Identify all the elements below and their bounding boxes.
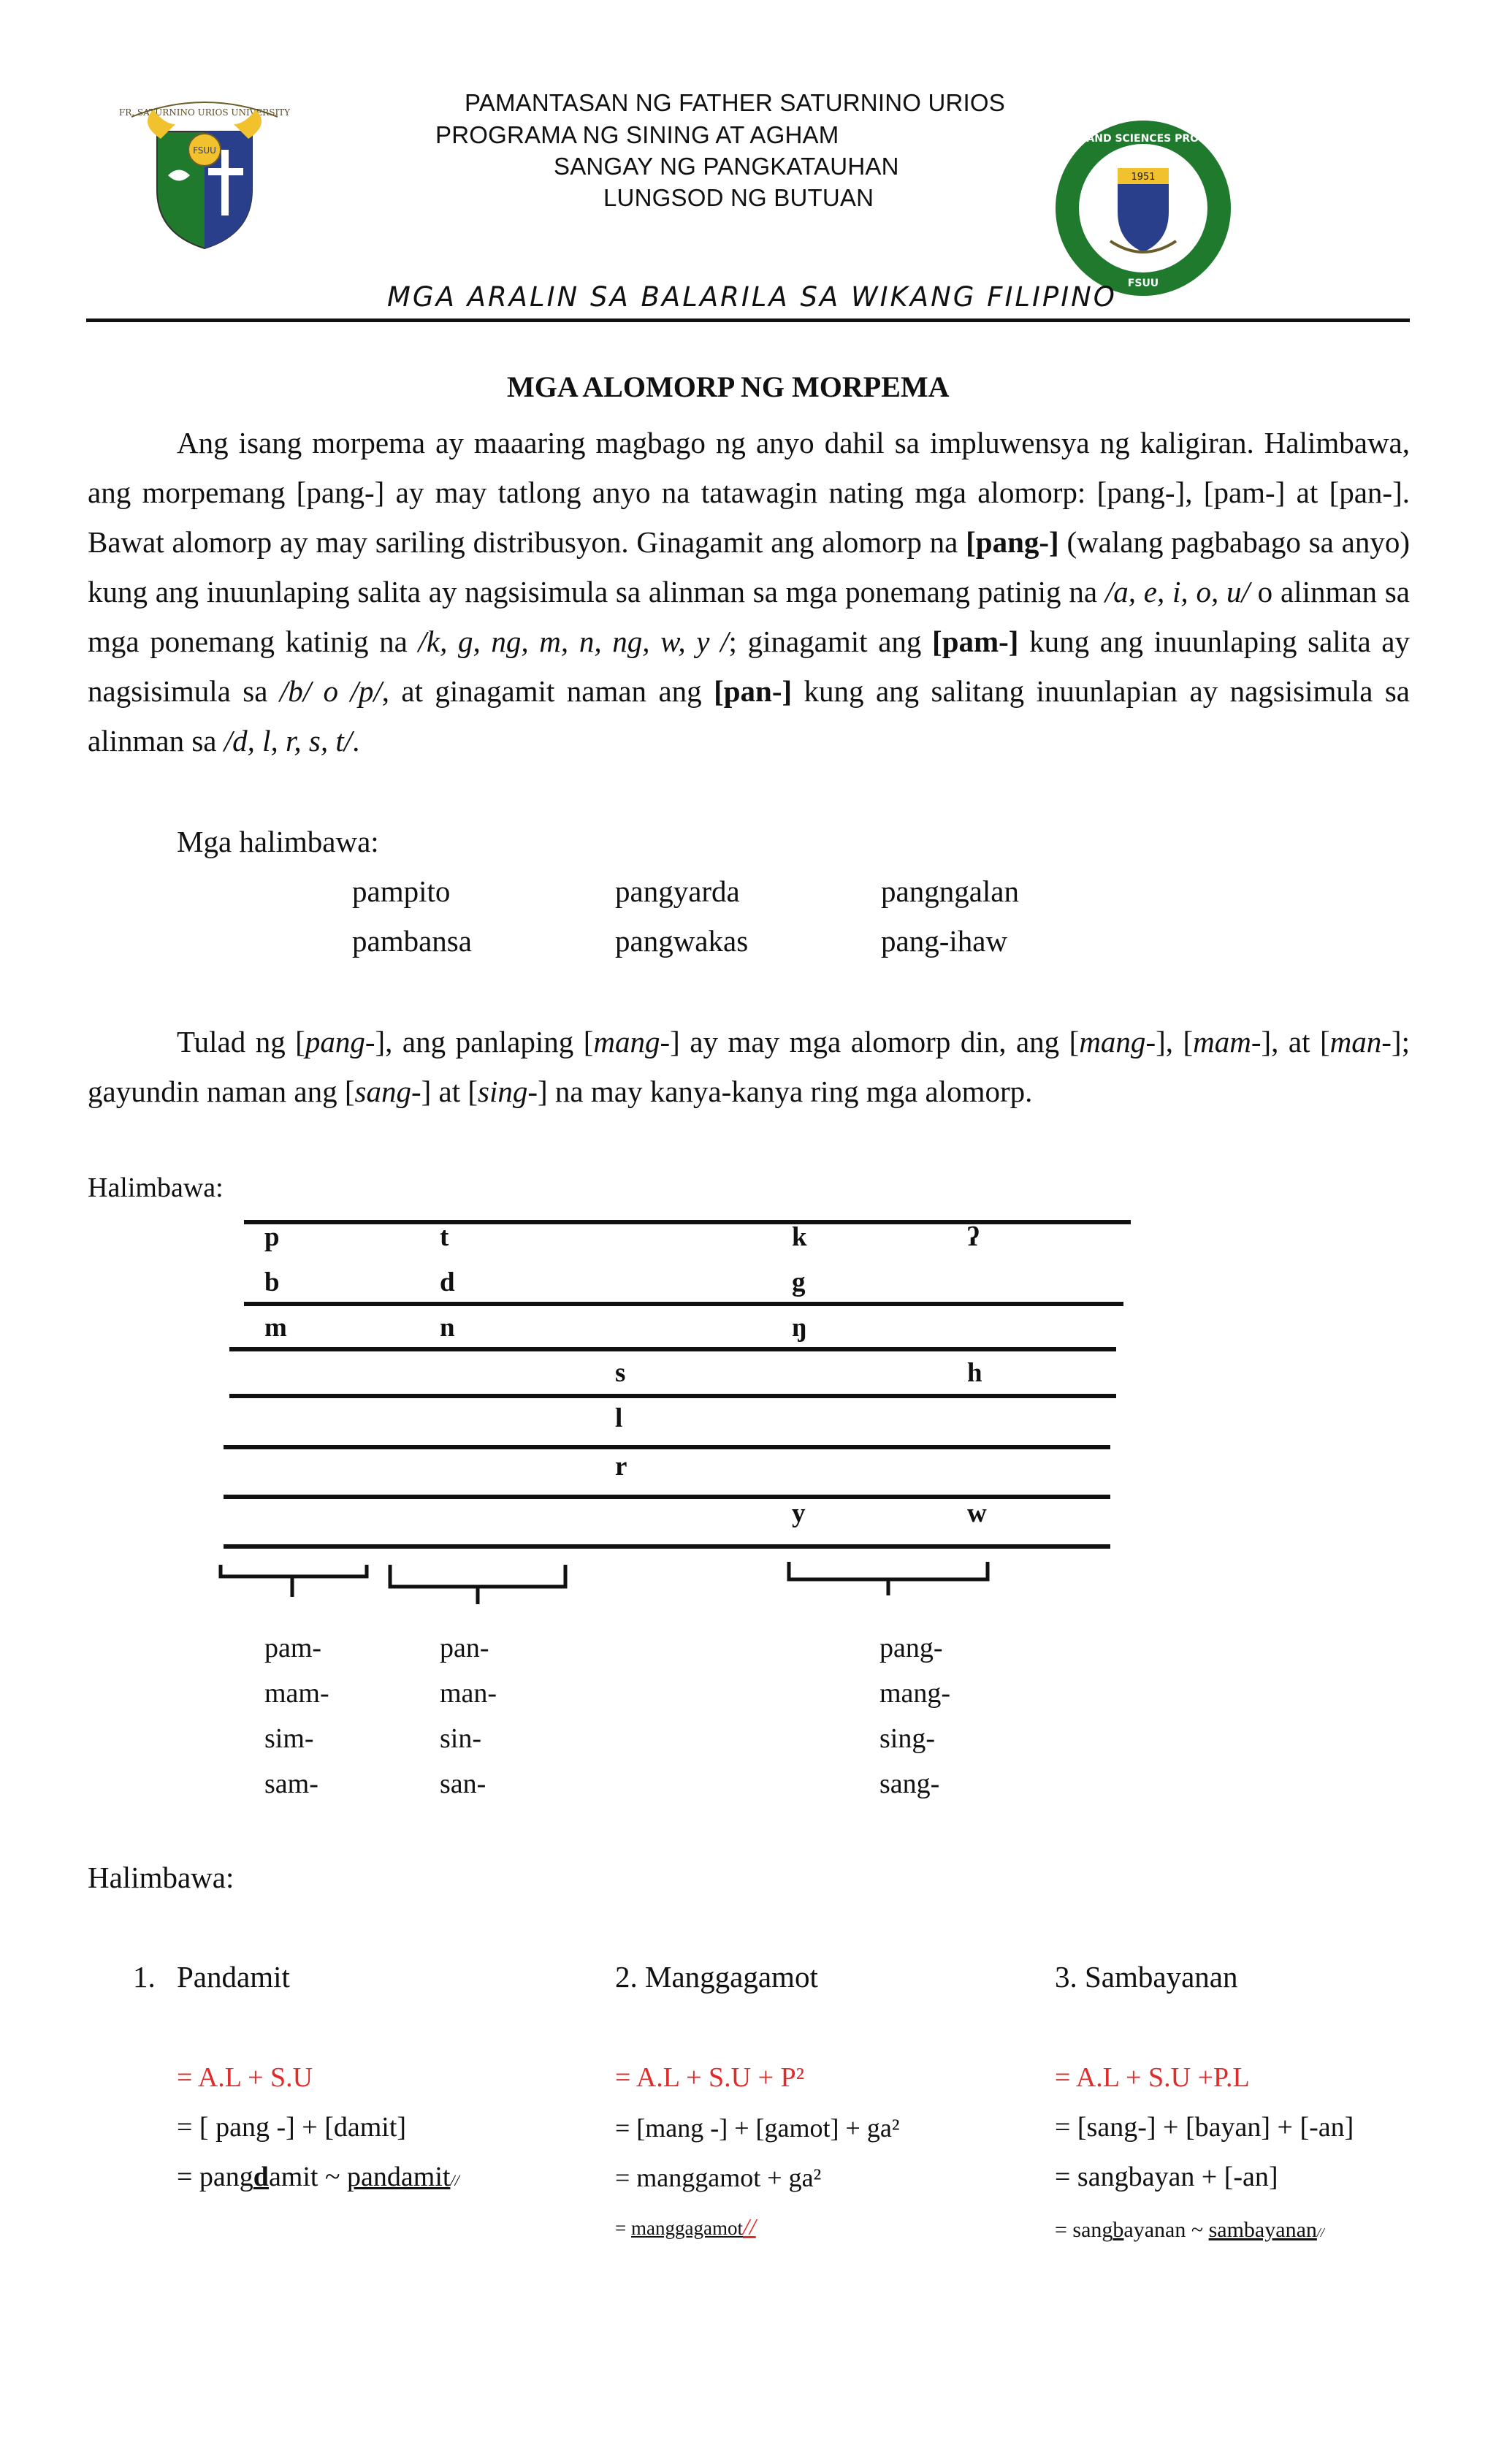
svg-text:1951: 1951 <box>1131 172 1156 183</box>
header-divider <box>86 319 1410 322</box>
tulad-text: -] at [ <box>411 1075 478 1108</box>
svg-text:FSUU: FSUU <box>1127 278 1159 289</box>
example-word: pang-ihaw <box>881 924 1008 958</box>
tulad-paragraph <box>88 1017 1410 1116</box>
group-affix: man- <box>440 1678 497 1709</box>
intro-text-5: kung ang inuunlaping salita ay nagsisimula sa <box>88 625 1410 708</box>
intro-text-1: Ang isang morpema ay maaaring magbago ng anyo dahil sa impluwensya ng kaligiran. Halimbawa, ang morpemang [pang-] ay may tatlong anyo na tatawagin nating mga alomorp: [pang-], [pam-] at [pan-]. Bawat alomorp ay may sariling distribusyon. Ginagamit ang alomorp na <box>88 426 1410 559</box>
group-affix: sam- <box>264 1769 318 1799</box>
intro-consonants-2: /b/ o /p/ <box>279 674 382 708</box>
header-line-3: SANGAY NG PANGKATAUHAN <box>554 153 899 180</box>
intro-bold-pam: [pam-] <box>932 625 1019 658</box>
consonant: m <box>264 1313 287 1343</box>
example-word: pangwakas <box>615 924 749 958</box>
intro-vowels: /a, e, i, o, u/ <box>1104 575 1250 609</box>
example-word: pangyarda <box>615 874 740 908</box>
step-text: amit ~ <box>268 2162 348 2192</box>
tulad-affix: mang <box>593 1025 660 1059</box>
consonant: d <box>440 1267 455 1297</box>
consonant: s <box>615 1358 626 1388</box>
consonant: t <box>440 1222 449 1252</box>
table-rule <box>229 1394 1116 1398</box>
tulad-text: -], ang panlaping [ <box>365 1025 594 1059</box>
step-letter: b <box>1113 2218 1124 2242</box>
example-title: 2. Manggagamot <box>615 1960 818 1994</box>
step-final: sambayanan <box>1208 2218 1317 2242</box>
end-mark: // <box>1316 2225 1324 2240</box>
intro-bold-pang: [pang-] <box>966 525 1059 559</box>
group-affix: sin- <box>440 1723 481 1754</box>
group-affix: pang- <box>879 1633 943 1663</box>
consonant: p <box>264 1222 280 1252</box>
examples-label: Mga halimbawa: <box>177 825 379 858</box>
brace-group-3 <box>785 1559 995 1604</box>
intro-bold-pan: [pan-] <box>714 674 793 708</box>
consonant: n <box>440 1313 455 1343</box>
tulad-affix: man <box>1329 1025 1382 1059</box>
brace-group-2 <box>386 1562 571 1607</box>
step-result-3 <box>1055 2218 1324 2243</box>
formula: = A.L + S.U +P.L <box>1055 2062 1250 2093</box>
example-number: 1. <box>133 1960 156 1994</box>
consonant: w <box>967 1498 987 1528</box>
consonant: k <box>792 1222 807 1252</box>
svg-text:ARTS AND SCIENCES PROGRAM: ARTS AND SCIENCES PROGRAM <box>1053 133 1234 145</box>
consonant: ʔ <box>967 1222 980 1252</box>
consonant: y <box>792 1498 806 1528</box>
step-text: = sang <box>1055 2218 1113 2242</box>
intro-paragraph <box>88 418 1410 766</box>
step-text: ayanan ~ <box>1123 2218 1209 2242</box>
intro-text-7: kung ang salitang inuunlapian ay nagsisimula sa alinman sa <box>88 674 1410 758</box>
end-mark: // <box>742 2213 756 2240</box>
brace-group-1 <box>216 1562 373 1607</box>
tulad-affix: sing <box>478 1075 528 1108</box>
step-final: pandamit <box>347 2162 451 2192</box>
group-affix: pam- <box>264 1633 322 1663</box>
end-mark: // <box>450 2171 459 2189</box>
group-affix: mam- <box>264 1678 329 1709</box>
example-title: Pandamit <box>177 1960 290 1994</box>
page-title: MGA ALOMORP NG MORPEMA <box>507 370 950 403</box>
step: = [sang-] + [bayan] + [-an] <box>1055 2112 1354 2143</box>
step-final: manggagamot <box>630 2217 743 2239</box>
intro-text-8: . <box>352 724 360 758</box>
halimbawa-label: Halimbawa: <box>88 1172 224 1203</box>
step-text: = <box>615 2217 631 2239</box>
tulad-text: Tulad ng [ <box>177 1025 305 1059</box>
example-word: pangngalan <box>881 874 1019 908</box>
step: = [ pang -] + [damit] <box>177 2112 407 2143</box>
svg-text:FR. SATURNINO URIOS UNIVERSITY: FR. SATURNINO URIOS UNIVERSITY <box>118 107 291 118</box>
consonant: l <box>615 1403 623 1433</box>
consonant: g <box>792 1267 806 1297</box>
intro-consonants-3: /d, l, r, s, t/ <box>224 724 353 758</box>
example-title: 3. Sambayanan <box>1055 1960 1238 1994</box>
header-line-2: PROGRAMA NG SINING AT AGHAM <box>435 121 839 148</box>
step: = [mang -] + [gamot] + ga² <box>615 2113 900 2143</box>
left-logo <box>117 88 292 256</box>
step-result <box>177 2161 459 2193</box>
step-result-2 <box>615 2213 756 2240</box>
group-affix: sang- <box>879 1769 940 1799</box>
example-word: pampito <box>352 874 451 908</box>
intro-text-3: o alinman sa mga ponemang katinig na <box>88 575 1410 658</box>
table-rule <box>224 1445 1110 1449</box>
right-logo <box>1052 117 1234 300</box>
tulad-affix: sang <box>354 1075 411 1108</box>
tulad-text: -] ay may mga alomorp din, ang [ <box>660 1025 1080 1059</box>
halimbawa-label-2: Halimbawa: <box>88 1861 234 1894</box>
consonant: ŋ <box>792 1313 807 1343</box>
tulad-text: -], [ <box>1145 1025 1194 1059</box>
group-affix: mang- <box>879 1678 951 1709</box>
page-subtitle: MGA ARALIN SA BALARILA SA WIKANG FILIPINO <box>387 281 1117 313</box>
table-rule <box>229 1347 1116 1351</box>
intro-text-4: ; ginagamit ang <box>728 625 933 658</box>
intro-consonants-1: /k, g, ng, m, n, ng, w, y / <box>418 625 729 658</box>
step-letter: d <box>253 2162 269 2192</box>
svg-text:FSUU: FSUU <box>193 145 216 156</box>
formula: = A.L + S.U <box>177 2062 313 2093</box>
consonant: b <box>264 1267 280 1297</box>
group-affix: sing- <box>879 1723 935 1754</box>
step: = sangbayan + [-an] <box>1055 2162 1278 2192</box>
intro-text-6: , at ginagamit naman ang <box>381 674 714 708</box>
intro-text-2: (walang pagbabago sa anyo) kung ang inuunlaping salita ay nagsisimula sa alinman sa mga ponemang patinig na <box>88 525 1410 609</box>
tulad-affix: mam <box>1193 1025 1251 1059</box>
step-text: = pang <box>177 2162 253 2192</box>
tulad-affix: pang <box>305 1025 365 1059</box>
step: = manggamot + ga² <box>615 2163 822 2192</box>
consonant: h <box>967 1358 982 1388</box>
group-affix: pan- <box>440 1633 489 1663</box>
header-line-4: LUNGSOD NG BUTUAN <box>603 184 874 211</box>
table-rule <box>224 1544 1110 1549</box>
tulad-affix: mang <box>1079 1025 1146 1059</box>
header-line-1: PAMANTASAN NG FATHER SATURNINO URIOS <box>465 89 1005 116</box>
example-word: pambansa <box>352 924 472 958</box>
group-affix: san- <box>440 1769 486 1799</box>
table-rule <box>244 1302 1123 1306</box>
tulad-text: -]; gayundin naman ang [ <box>88 1025 1410 1108</box>
group-affix: sim- <box>264 1723 314 1754</box>
table-rule <box>244 1220 1131 1224</box>
tulad-text: -] na may kanya-kanya ring mga alomorp. <box>527 1075 1033 1108</box>
tulad-text: -], at [ <box>1251 1025 1330 1059</box>
consonant: r <box>615 1452 627 1481</box>
formula: = A.L + S.U + P² <box>615 2062 805 2093</box>
